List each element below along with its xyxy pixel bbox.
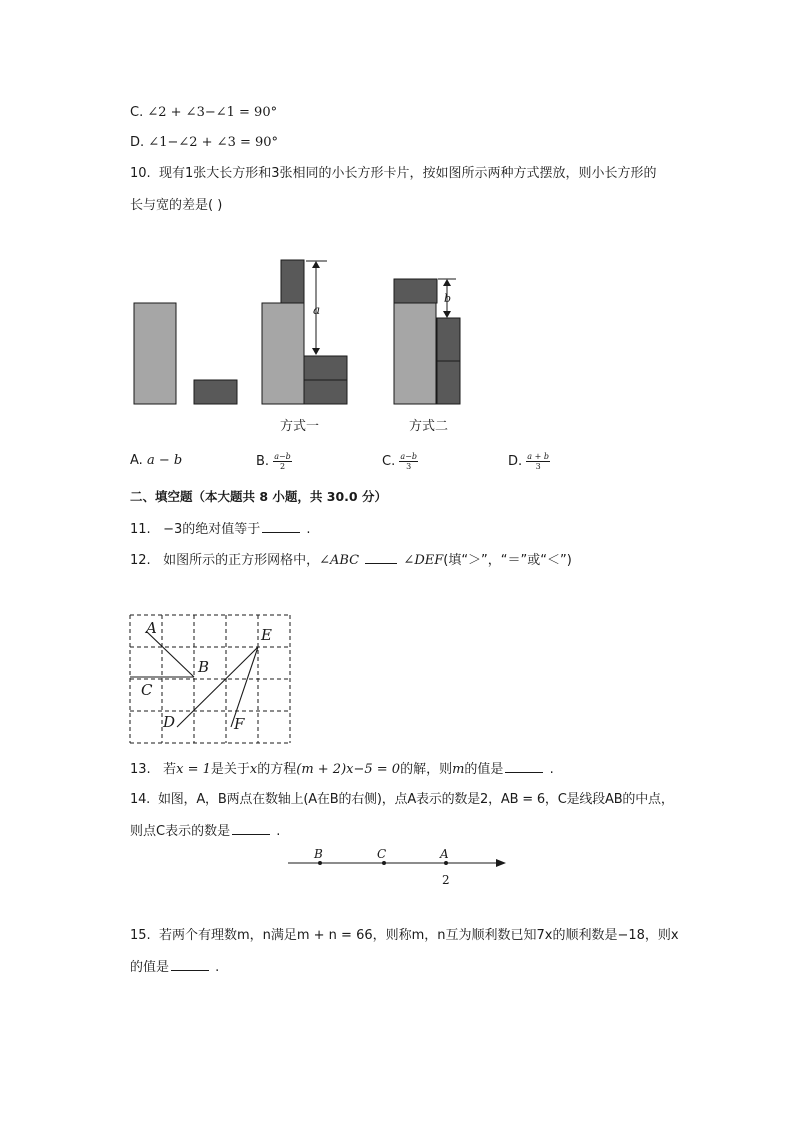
- q10-option-a: A. a − b: [130, 453, 183, 468]
- q14-line1: 14. 如图，A，B两点在数轴上(A在B的右侧)，点A表示的数是2，AB = 6，C是线段AB的中点，: [130, 792, 674, 807]
- label-b: b: [444, 292, 452, 305]
- q14-number-line: [280, 842, 520, 892]
- q12-grid-figure: [120, 605, 305, 750]
- q10-option-c: C. $\frac{a-b}{3}$: [382, 452, 417, 471]
- answer-blank[interactable]: [505, 760, 543, 773]
- answer-blank[interactable]: [365, 551, 397, 564]
- numline-point-a: A: [440, 847, 449, 861]
- answer-blank[interactable]: [232, 822, 270, 835]
- numline-tick-2: 2: [442, 873, 450, 887]
- method-two-figure: [394, 279, 460, 404]
- caption-method-one: 方式一: [280, 419, 320, 434]
- q10-option-b: B. $\frac{a-b}{2}$: [256, 452, 291, 471]
- q11: 11. −3的绝对值等于 .: [130, 522, 311, 537]
- caption-method-two: 方式二: [409, 419, 449, 434]
- large-rectangle: [134, 303, 176, 404]
- label-a: a: [313, 303, 321, 317]
- point-d: D: [163, 713, 176, 731]
- q15-line1: 15. 若两个有理数m，n满足m + n = 66，则称m，n互为顺利数已知7x的顺利数是−18，则x: [130, 928, 679, 943]
- q14-line2: 则点C表示的数是 .: [130, 824, 281, 839]
- numline-point-b: B: [314, 847, 323, 861]
- answer-blank[interactable]: [171, 958, 209, 971]
- q9-option-d: D. ∠1−∠2 + ∠3 = 90°: [130, 135, 279, 150]
- point-a: A: [146, 619, 157, 637]
- small-rectangle: [194, 380, 237, 404]
- q10-figure: [120, 250, 480, 440]
- point-b: B: [198, 658, 210, 676]
- point-c: C: [141, 681, 153, 699]
- section-title: 二、填空题（本大题共 8 小题，共 30.0 分）: [130, 489, 387, 504]
- q9-option-c: C. ∠2 + ∠3−∠1 = 90°: [130, 105, 278, 120]
- point-f: F: [234, 715, 245, 733]
- q10-option-d: D. $\frac{a + b}{3}$: [508, 452, 549, 471]
- q12: 12. 如图所示的正方形网格中，∠ABC ∠DEF(填“＞”，“＝”或“＜”): [130, 553, 572, 568]
- q10-stem-line1: 10. 现有1张大长方形和3张相同的小长方形卡片，按如图所示两种方式摆放，则小长方形的: [130, 166, 657, 181]
- q15-line2: 的值是 .: [130, 960, 220, 975]
- point-e: E: [261, 626, 272, 644]
- q13: 13. 若x = 1是关于x的方程(m + 2)x−5 = 0的解，则m的值是 .: [130, 762, 554, 777]
- method-one-figure: [262, 260, 347, 404]
- answer-blank[interactable]: [262, 520, 300, 533]
- numline-point-c: C: [377, 847, 387, 861]
- q10-stem-line2: 长与宽的差是( ): [130, 198, 223, 213]
